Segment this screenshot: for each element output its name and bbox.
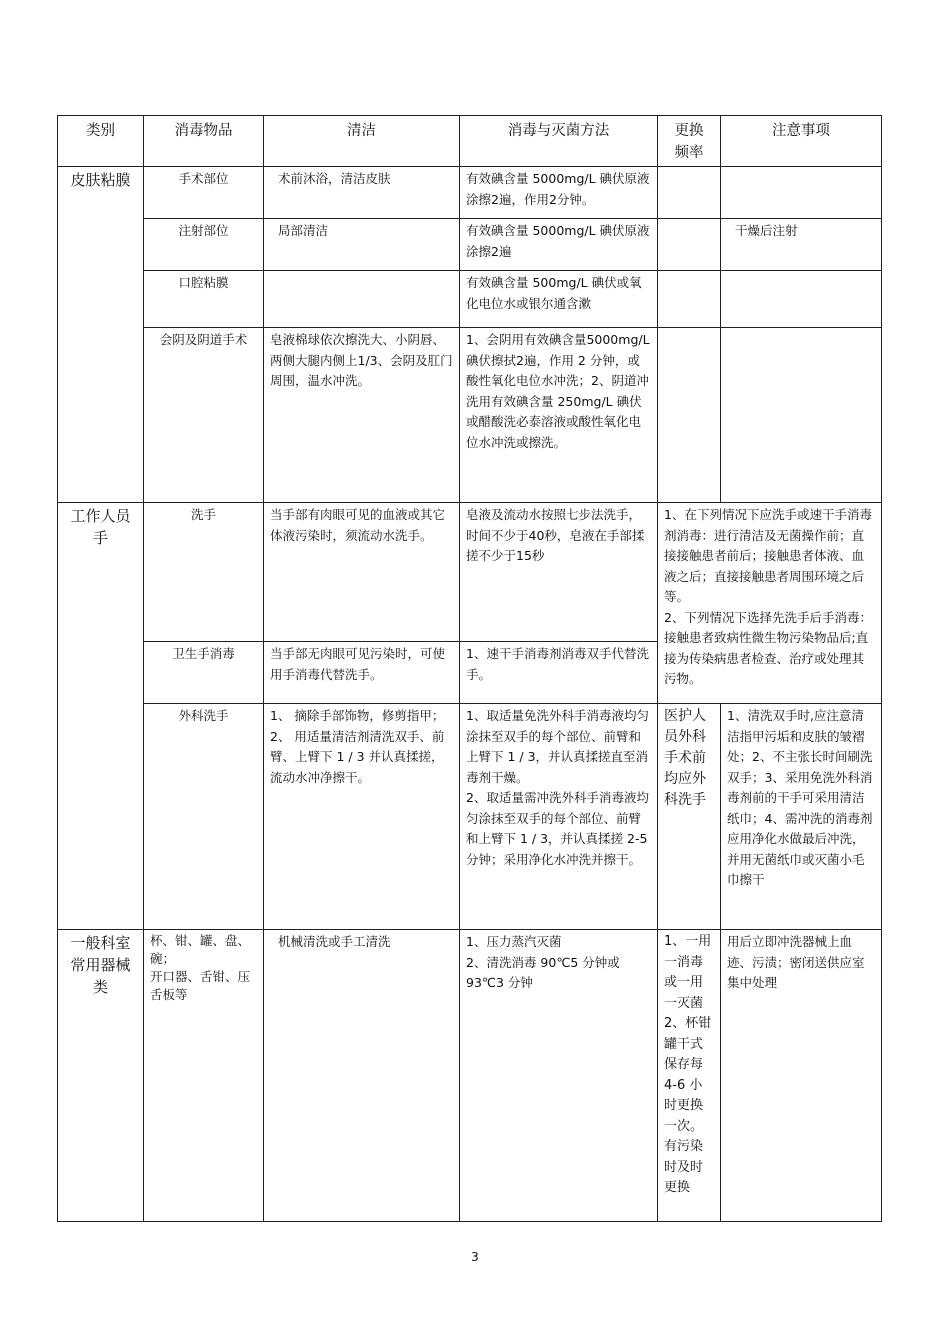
- table-row: [58, 704, 882, 930]
- item-cell: 手术部位: [144, 167, 264, 219]
- frequency-cell: [658, 271, 721, 328]
- method-cell: 1、会阴用有效碘含量5000mg/L碘伏擦拭2遍，作用 2 分钟，或酸性氧化电位水冲洗；2、阴道冲洗用有效碘含量 250mg/L 碘伏或醋酸洗必泰溶液或酸性氧化电位水冲洗或擦洗。: [460, 328, 658, 503]
- notes-cell: 干燥后注射: [721, 219, 882, 271]
- disinfection-table: [57, 115, 882, 1222]
- notes-cell: [721, 167, 882, 219]
- item-cell: 口腔粘膜: [144, 271, 264, 328]
- frequency-cell: [658, 328, 721, 503]
- clean-cell: 机械清洗或手工清洗: [264, 930, 460, 1222]
- clean-cell: 当手部有肉眼可见的血液或其它体液污染时，须流动水洗手。: [264, 503, 460, 642]
- header-notes: 注意事项: [721, 116, 882, 167]
- header-frequency: 更换 频率: [658, 116, 721, 167]
- header-row: [58, 116, 882, 167]
- frequency-cell: 医护人员外科手术前均应外科洗手: [658, 704, 721, 930]
- notes-cell-shared: 1、在下列情况下应洗手或速干手消毒剂消毒：进行清洁及无菌操作前；直接接触患者前后；接触患者体液、血液之后；直接接触患者周围环境之后等。 2、下列情况下选择先洗手后手消毒：接触患者致病性微生物污染物品后;直接为传染病患者检查、治疗或处理其污物。: [658, 503, 882, 704]
- header-item: 消毒物品: [144, 116, 264, 167]
- category-skin: 皮肤粘膜: [58, 167, 144, 503]
- table-row: [58, 219, 882, 271]
- method-cell: 1、取适量免洗外科手消毒液均匀涂抹至双手的每个部位、前臂和上臂下 1 / 3，并认真揉搓直至消毒剂干燥。 2、取适量需冲洗外科手消毒液均匀涂抹至双手的每个部位、前臂和上臂下 1 / 3，并认真揉搓 2-5 分钟；采用净化水冲洗并擦干。: [460, 704, 658, 930]
- clean-cell: [264, 271, 460, 328]
- item-cell: 会阴及阴道手术: [144, 328, 264, 503]
- category-hands: 工作人员手: [58, 503, 144, 930]
- header-method: 消毒与灭菌方法: [460, 116, 658, 167]
- table-row: [58, 167, 882, 219]
- method-cell: 皂液及流动水按照七步法洗手，时间不少于40秒，皂液在手部揉搓不少于15秒: [460, 503, 658, 642]
- notes-cell: 1、清洗双手时,应注意清洁指甲污垢和皮肤的皱褶处；2、不主张长时间刷洗双手；3、采用免洗外科消毒剂前的干手可采用清洁纸巾；4、需冲洗的消毒剂应用净化水做最后冲洗，并用无菌纸巾或灭菌小毛巾擦干: [721, 704, 882, 930]
- method-cell: 1、压力蒸汽灭菌 2、清洗消毒 90℃5 分钟或 93℃3 分钟: [460, 930, 658, 1222]
- header-category: 类别: [58, 116, 144, 167]
- clean-cell: 术前沐浴，清洁皮肤: [264, 167, 460, 219]
- category-general: 一般科室常用器械类: [58, 930, 144, 1222]
- page-number: 3: [471, 1250, 479, 1264]
- method-cell: 有效碘含量 5000mg/L 碘伏原液涂擦2遍，作用2分钟。: [460, 167, 658, 219]
- clean-cell: 皂液棉球依次擦洗大、小阴唇、两侧大腿内侧上1/3、会阴及肛门周围，温水冲洗。: [264, 328, 460, 503]
- method-cell: 1、速干手消毒剂消毒双手代替洗手。: [460, 642, 658, 704]
- notes-cell: 用后立即冲洗器械上血迹、污渍；密闭送供应室集中处理: [721, 930, 882, 1222]
- item-cell: 杯、钳、罐、盘、碗； 开口器、舌钳、压舌板等: [144, 930, 264, 1222]
- clean-cell: 当手部无肉眼可见污染时，可使用手消毒代替洗手。: [264, 642, 460, 704]
- notes-cell: [721, 328, 882, 503]
- table-row: [58, 328, 882, 503]
- item-cell: 卫生手消毒: [144, 642, 264, 704]
- table-row: [58, 930, 882, 1222]
- notes-cell: [721, 271, 882, 328]
- method-cell: 有效碘含量 500mg/L 碘伏或氧化电位水或银尔通含漱: [460, 271, 658, 328]
- table-row: [58, 271, 882, 328]
- frequency-cell: [658, 219, 721, 271]
- item-cell: 注射部位: [144, 219, 264, 271]
- frequency-cell: 1、一用一消毒或一用一灭菌 2、杯钳罐干式保存每 4-6 小时更换一次。有污染时及时更换: [658, 930, 721, 1222]
- table-row: [58, 503, 882, 642]
- method-cell: 有效碘含量 5000mg/L 碘伏原液涂擦2遍: [460, 219, 658, 271]
- clean-cell: 局部清洁: [264, 219, 460, 271]
- clean-cell: 1、 摘除手部饰物，修剪指甲； 2、 用适量清洁剂清洗双手、前臂、上臂下 1 / 3 并认真揉搓，流动水冲净擦干。: [264, 704, 460, 930]
- frequency-cell: [658, 167, 721, 219]
- item-cell: 外科洗手: [144, 704, 264, 930]
- item-cell: 洗手: [144, 503, 264, 642]
- header-clean: 清洁: [264, 116, 460, 167]
